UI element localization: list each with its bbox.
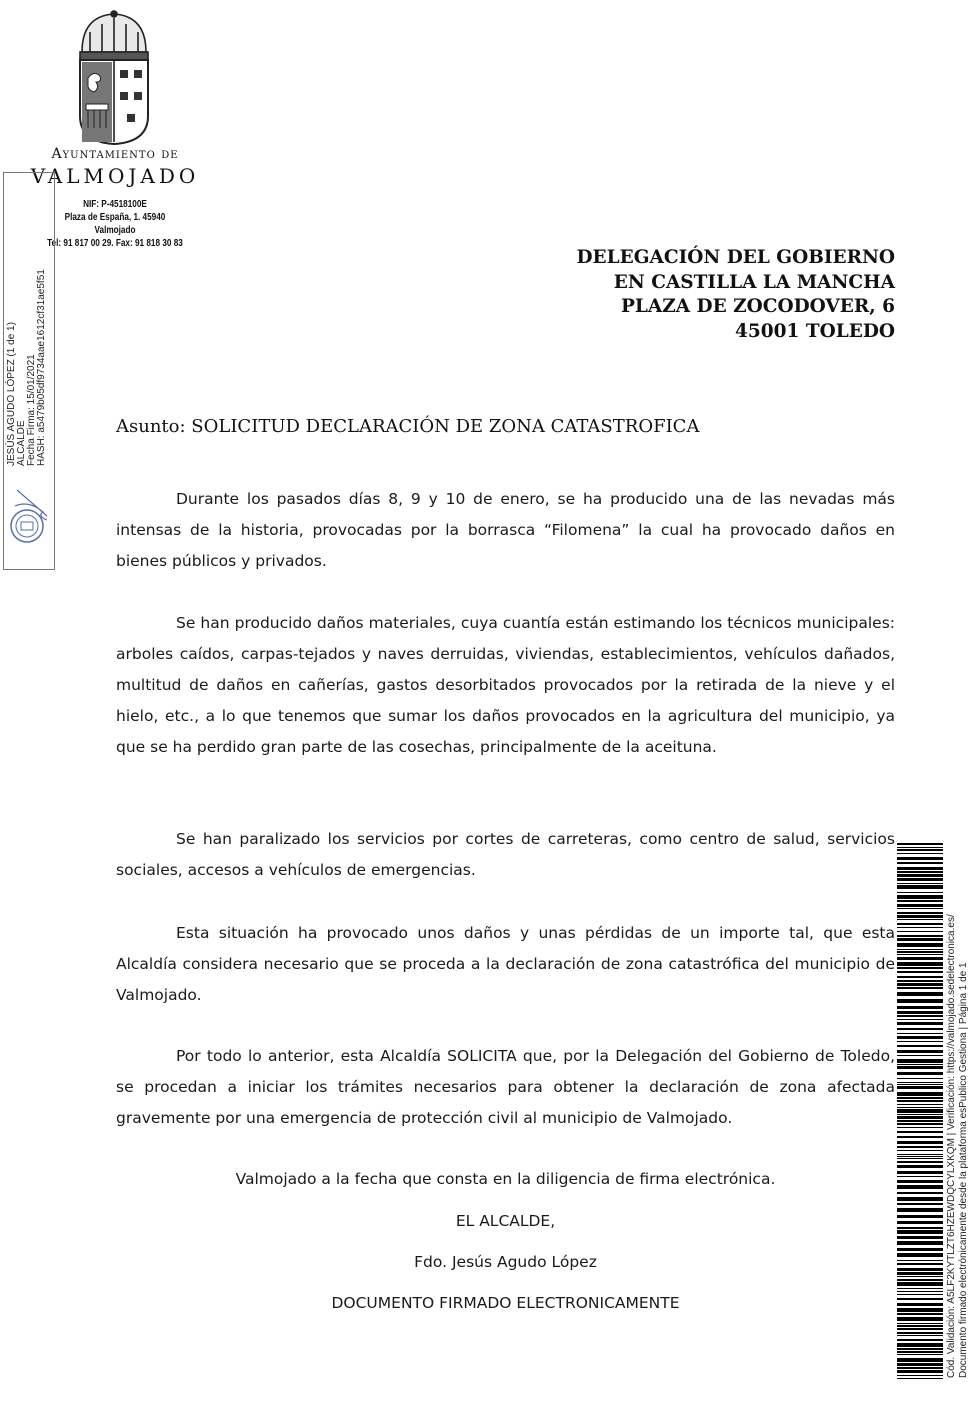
barcode-bar [897,1180,943,1183]
signature-date: Fecha Firma: 15/01/2021 [26,354,37,466]
barcode-bar [897,1082,943,1083]
barcode-bar [897,1332,943,1334]
barcode-bar [897,1100,943,1102]
barcode-bar [897,1114,943,1115]
barcode-bar [897,1367,943,1369]
municipality-name: VALMOJADO [30,164,200,188]
barcode-bar [897,862,943,864]
barcode-bar [897,1272,943,1275]
barcode-bar [897,919,943,920]
barcode-bar [897,1323,943,1324]
barcode-bar [897,1308,943,1312]
barcode-bar [897,1236,943,1239]
barcode-bar [897,1241,943,1245]
subject-line: Asunto: SOLICITUD DECLARACIÓN DE ZONA CATASTROFICA [116,416,700,437]
barcode-bar [897,1197,943,1201]
barcode-bar [897,1036,943,1039]
verification-footer [946,878,972,1378]
barcode-bar [897,915,943,918]
barcode-bar [897,1260,943,1261]
barcode-bar [897,954,943,955]
barcode-bar [897,1104,943,1105]
platform-note: Documento firmado electrónicamente desde la plataforma esPublico Gestiona | Página 1 de 1 [958,962,969,1378]
body-paragraph: Por todo lo anterior, esta Alcaldía SOLICITA que, por la Delegación del Gobierno de Toledo, se procedan a iniciar los trámites necesarios para obtener la declaración de zona afectada gravemente por una emergencia de protección civil al municipio de Valmojado. [116,1047,895,1127]
barcode-bar [897,1335,943,1336]
barcode-bar [897,1141,943,1144]
barcode-bar [897,949,943,950]
barcode-bar [897,883,943,884]
barcode-bar [897,1263,943,1265]
letterhead-contact [45,198,184,250]
barcode-bar [897,1268,943,1271]
barcode-bar [897,1328,943,1330]
body-paragraph: Durante los pasados días 8, 9 y 10 de enero, se ha producido una de las nevadas más intensas de la historia, provocadas por la borrasca “Filomena” la cual ha provocado daños en bienes públicos y privados. [116,490,895,570]
barcode-bar [897,992,943,996]
barcode-bar [897,895,943,899]
recipient-line: EN CASTILLA LA MANCHA [613,271,895,293]
barcode-bar [897,1171,943,1174]
barcode-bar [897,1203,943,1205]
recipient-line: PLAZA DE ZOCODOVER, 6 [620,296,895,317]
barcode-bar [897,1343,943,1347]
barcode-bar [897,1033,943,1034]
barcode-bar [897,943,943,947]
barcode-bar [897,1363,943,1366]
barcode-bar [897,1116,943,1119]
electronic-signature-note: DOCUMENTO FIRMADO ELECTRONICAMENTE [331,1294,680,1312]
barcode-bar [897,900,943,902]
signatory-name: Fdo. Jesús Agudo López [414,1253,597,1271]
barcode-bar [897,1317,943,1321]
barcode-bar [897,1131,943,1133]
barcode-bar [897,1019,943,1020]
barcode-bar [897,1276,943,1277]
barcode-bar [897,935,943,937]
barcode-bar [897,1045,943,1047]
barcode-bar [897,1230,943,1234]
nif-text: NIF: P-4518100E [83,199,147,210]
barcode-bar [897,847,943,848]
barcode-bar [897,1298,943,1300]
signature-details [7,156,57,466]
barcode-bar [897,1176,943,1177]
barcode-bar [897,1313,943,1315]
barcode-bar [897,1253,943,1257]
barcode-bar [897,1022,943,1025]
barcode-bar [897,999,943,1003]
recipient-address [440,246,895,344]
body-paragraph: Esta situación ha provocado unos daños y unas pérdidas de un importe tal, que esta Alcaldía considera necesario que se proceda a la declaración de zona catastrófica del municipio de Valmojado. [116,924,895,1004]
barcode-bar [897,1221,943,1224]
barcode-bar [897,874,943,877]
barcode-bar [897,1146,943,1148]
barcode-bar [897,1291,943,1292]
barcode-bar [897,1109,943,1113]
barcode-bar [897,1325,943,1327]
barcode-bar [897,967,943,969]
barcode-bar [897,957,943,960]
barcode-bar [897,1375,943,1376]
barcode-image [897,843,943,1379]
barcode-bar [897,983,943,986]
validation-code: Cód. Validación: A5LF2KYTLZT6HZEWDQCYLXKQM | Verificación: https://valmojado.sedelectronica.es/ [946,914,957,1378]
barcode-bar [897,857,943,860]
barcode-bar [897,1358,943,1362]
barcode-bar [897,904,943,907]
barcode-bar [897,927,943,928]
barcode-bar [897,1097,943,1099]
barcode-bar [897,878,943,881]
barcode-bar [897,867,943,870]
body-paragraph: Se han paralizado los servicios por cortes de carreteras, como centro de salud, servicios sociales, accesos a vehículos de emergencias. [116,830,895,879]
barcode-bar [897,923,943,925]
barcode-bar [897,1348,943,1350]
signer-role: ALCALDE [16,420,27,466]
barcode-bar [897,1370,943,1373]
barcode-bar [897,976,943,978]
phone-text: Tel: 91 817 00 29. Fax: 91 818 30 83 [47,238,183,249]
barcode-bar [897,1064,943,1065]
barcode-bar [897,951,943,953]
recipient-line: 45001 TOLEDO [735,320,895,342]
barcode-bar [897,885,943,889]
barcode-bar [897,1127,943,1128]
barcode-bar [897,1279,943,1281]
barcode-bar [897,849,943,851]
barcode-bar [897,1059,943,1063]
barcode-bar [897,1354,943,1355]
barcode-bar [897,1066,943,1069]
signature-hash: HASH: a5479b05df9734aae1612cf31ae5f51 [36,269,47,466]
barcode-bar [897,1011,943,1014]
signatory-title: EL ALCALDE, [455,1212,556,1230]
barcode-bar [897,1123,943,1125]
barcode-bar [897,1294,943,1295]
barcode-bar [897,1351,943,1353]
barcode-bar [897,1028,943,1030]
barcode-bar [897,908,943,909]
barcode-bar [897,1050,943,1053]
barcode-bar [897,1072,943,1075]
barcode-bar [897,1165,943,1168]
barcode-bar [897,892,943,893]
barcode-bar [897,1120,943,1122]
barcode-bar [897,843,943,845]
signature-stamp-icon [7,486,51,548]
barcode-bar [897,1006,943,1009]
barcode-bar [897,1208,943,1212]
municipality-name-prefix: Ayuntamiento de [51,146,179,162]
barcode-bar [897,1136,943,1138]
barcode-bar [897,1154,943,1155]
barcode-bar [897,1158,943,1159]
barcode-bar [897,1185,943,1189]
barcode-bar [897,1378,943,1379]
barcode-bar [897,1303,943,1306]
barcode-bar [897,912,943,914]
barcode-bar [897,1107,943,1108]
barcode-bar [897,1282,943,1286]
barcode-bar [897,1215,943,1218]
barcode-bar [897,1041,943,1042]
barcode-bar [897,938,943,941]
barcode-bar [897,1156,943,1157]
barcode-bar [897,1288,943,1289]
barcode-bar [897,962,943,966]
barcode-bar [897,1248,943,1251]
barcode-bar [897,1161,943,1163]
barcode-bar [897,1078,943,1079]
recipient-line: DELEGACIÓN DEL GOBIERNO [576,247,895,268]
barcode-bar [897,1015,943,1017]
address-text: Plaza de España, 1. 45940 Valmojado [64,212,166,236]
barcode-bar [897,1339,943,1341]
date-statement: Valmojado a la fecha que consta en la diligencia de firma electrónica. [235,1170,776,1188]
barcode-bar [897,1092,943,1096]
barcode-bar [897,987,943,989]
barcode-bar [897,853,943,854]
barcode-bar [897,971,943,973]
barcode-bar [897,980,943,982]
body-paragraph: Se han producido daños materiales, cuya cuantía están estimando los técnicos municipales: arboles caídos, carpas-tejados y naves derruidas, viviendas, establecimientos, vehículos dañados, multitud de daños en cañerías, gastos desorbitados provocados por la retirada de la nieve y el hielo, etc., a lo que tenemos que sumar los daños provocados en la agricultura del municipio, ya que se ha perdido gran parte de las cosechas, principalmente de la aceituna. [116,614,895,756]
barcode-bar [897,871,943,873]
barcode-bar [897,1084,943,1085]
barcode-bar [897,1150,943,1151]
coat-of-arms-logo [76,8,152,146]
barcode-bar [897,1227,943,1229]
barcode-bar [897,1192,943,1194]
barcode-bar [897,1086,943,1089]
barcode-bar [897,931,943,932]
signer-line: JESÚS AGUDO LÓPEZ (1 de 1) [6,322,17,466]
barcode-bar [897,1055,943,1056]
